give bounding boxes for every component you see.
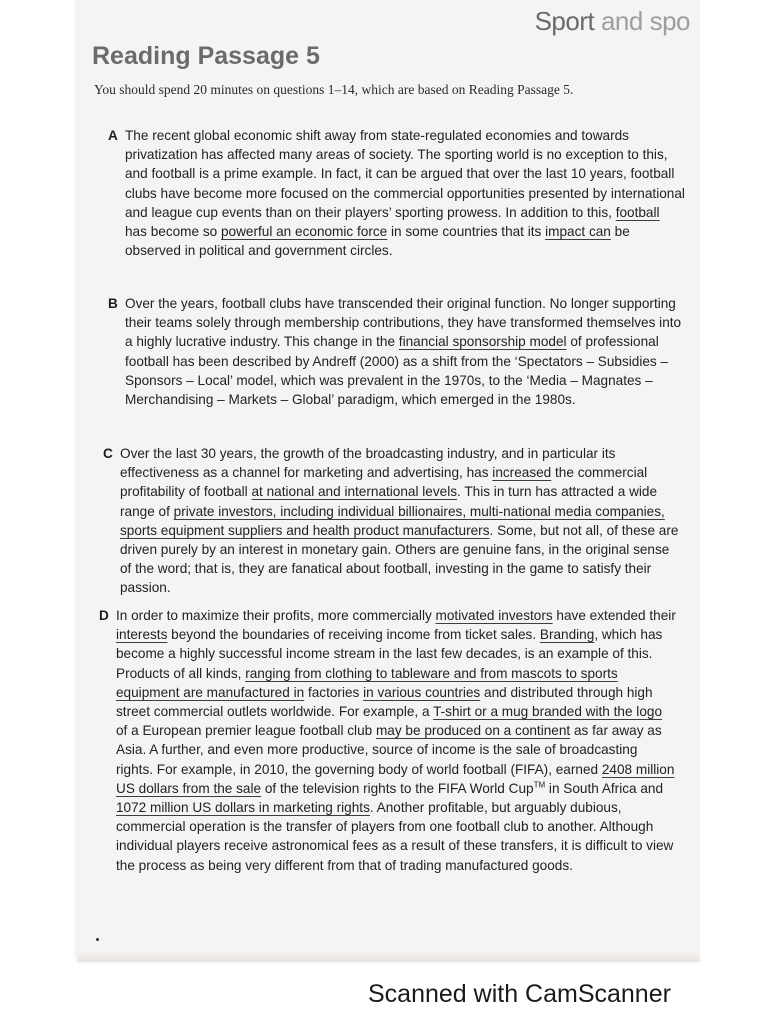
paragraph-letter: C xyxy=(103,446,113,461)
text-segment: , which has become a highly successful income stream in the last few decades, is an example of this. Products of all kinds, xyxy=(116,627,663,681)
trademark-symbol: TM xyxy=(533,780,546,790)
text-segment: the commercial profitability of football xyxy=(120,465,648,500)
text-segment: In order to maximize their profits, more commercially xyxy=(116,608,436,623)
passage-instruction: You should spend 20 minutes on questions 1–14, which are based on Reading Passage 5. xyxy=(94,82,574,97)
underlined-phrase: increased xyxy=(492,465,552,481)
text-segment: . Another profitable, but arguably dubious, commercial operation is the transfer of players from one football club to another. Although individual players receive astronomical fees as a result of these transfers, it is difficult to view the process as being very different from that of trading manufactured goods. xyxy=(116,800,674,873)
paragraph-c xyxy=(103,444,680,598)
underlined-phrase: motivated investors xyxy=(435,608,553,623)
underlined-phrase: impact can xyxy=(545,224,611,240)
text-segment: Over the last 30 years, the growth of the broadcasting industry, and in particular its effectiveness as a channel for marketing and advertising, has xyxy=(120,446,616,481)
underlined-phrase: 2408 million US dollars from the sale xyxy=(116,761,675,796)
underlined-phrase: private investors, including individual billionaires, multi-national media companies, sports equipment suppliers and health product manufacturers xyxy=(120,503,665,538)
text-segment: in South Africa and xyxy=(545,780,664,796)
paragraph-letter: D xyxy=(99,608,109,623)
passage-title: Reading Passage 5 xyxy=(92,42,320,70)
unit-header-dark: Sport xyxy=(534,6,595,36)
unit-header xyxy=(535,6,690,37)
underlined-phrase: ranging from clothing to tableware and from mascots to sports equipment are manufactured in xyxy=(116,665,618,700)
text-segment: as far away as Asia. A further, and even more productive, source of income is the sale of broadcasting rights. For example, in 2010, the governing body of world football (FIFA), earned xyxy=(116,723,662,777)
text-segment: factories xyxy=(304,684,364,700)
paragraph-b xyxy=(108,294,685,409)
text-segment: . This in turn has attracted a wide range of xyxy=(120,484,658,519)
underlined-phrase: financial sponsorship model xyxy=(398,334,567,350)
book-page xyxy=(78,0,700,962)
paragraph-letter: B xyxy=(108,296,118,311)
scanner-watermark: Scanned with CamScanner xyxy=(368,980,671,1008)
underlined-phrase: interests xyxy=(116,627,168,643)
text-segment: Over the years, football clubs have transcended their original function. No longer supporting their teams solely through membership contributions, they have transformed themselves into a highly lucrative industry. This change in the xyxy=(125,296,682,350)
text-segment: have extended their xyxy=(552,608,676,623)
underlined-phrase: football xyxy=(615,204,660,220)
text-segment: . Some, but not all, of these are driven purely by an interest in monetary gain. Others are genuine fans, in the original sense of the word; that is, they are fanatical about football, investing in the game to satisfy their passion. xyxy=(120,522,679,596)
underlined-phrase: T-shirt or a mug branded with the logo xyxy=(433,704,663,720)
paragraph-a xyxy=(108,126,685,260)
text-segment: of the television rights to the FIFA World Cup xyxy=(261,780,534,796)
page-mark xyxy=(96,938,99,941)
paragraph-text xyxy=(120,444,680,598)
unit-header-light: and spo xyxy=(600,6,690,36)
text-segment: be observed in political and government circles. xyxy=(125,224,630,259)
paragraph-text xyxy=(116,606,676,875)
text-segment: in some countries that its xyxy=(387,224,546,240)
text-segment: The recent global economic shift away from state-regulated economies and towards privatization has affected many areas of society. The sporting world is no exception to this, and football is a prime example. In fact, it can be argued that over the last 10 years, football clubs have become more focused on the commercial opportunities presented by international and league cup events than on their players’ sporting prowess. In addition to this, xyxy=(125,128,685,220)
paragraph-text xyxy=(125,126,685,260)
text-segment: and distributed through high street commercial outlets worldwide. For example, a xyxy=(116,684,653,720)
underlined-phrase: 1072 million US dollars in marketing rights xyxy=(116,800,370,816)
underlined-phrase: may be produced on a continent xyxy=(375,723,571,739)
underlined-phrase: at national and international levels xyxy=(251,484,458,500)
paragraph-text xyxy=(125,294,685,409)
underlined-phrase: in various countries xyxy=(363,684,481,700)
paragraph-d xyxy=(99,606,676,875)
paragraph-letter: A xyxy=(108,128,118,143)
text-segment: beyond the boundaries of receiving income from ticket sales. xyxy=(167,627,540,643)
text-segment: has become so xyxy=(125,224,221,240)
text-segment: of professional football has been described by Andreff (2000) as a shift from the ‘Spectators – Subsidies – Sponsors – Local’ model, which was prevalent in the 1970s, to the ‘Media – Magnates – Merchandising – Markets – Global’ paradigm, which emerged in the 1980s. xyxy=(125,334,669,408)
text-segment: of a European premier league football club xyxy=(116,723,376,739)
underlined-phrase: powerful an economic force xyxy=(220,224,388,240)
underlined-phrase: Branding xyxy=(539,627,595,643)
